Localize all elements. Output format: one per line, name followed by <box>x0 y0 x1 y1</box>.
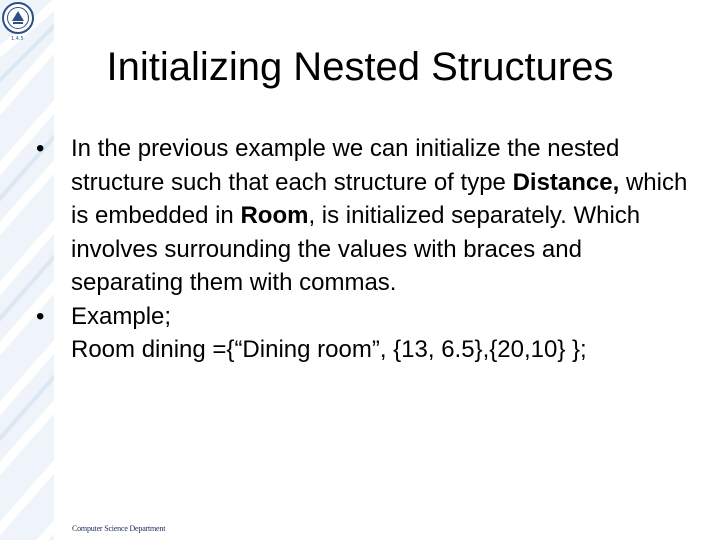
slide-title <box>0 44 720 90</box>
bullet-text: Example; <box>71 302 172 330</box>
footer-department: Computer Science Department <box>72 524 166 533</box>
bullet-text: In the previous example we can initialize the nested structure such that each structure of type <box>71 135 620 196</box>
slide-title-text: Initializing Nested Structures <box>106 45 614 89</box>
logo-caption: 1.4.5 <box>11 36 24 42</box>
bullet-text: , is initialized separately. Which involves surrounding the values with braces and separating them with commas. <box>71 202 641 296</box>
bullet-marker: • <box>36 302 45 330</box>
university-seal-icon <box>2 2 34 34</box>
bullet-item <box>36 132 696 300</box>
type-name-room: Room <box>240 202 309 229</box>
bullet-text: which is embedded in <box>71 168 688 229</box>
slide-body <box>36 132 696 367</box>
bullet-item <box>36 300 696 334</box>
bullet-marker: • <box>36 135 45 162</box>
type-name-distance: Distance, <box>512 168 620 196</box>
code-example: Room dining ={“Dining room”, {13, 6.5},{20,10} }; <box>71 336 587 363</box>
